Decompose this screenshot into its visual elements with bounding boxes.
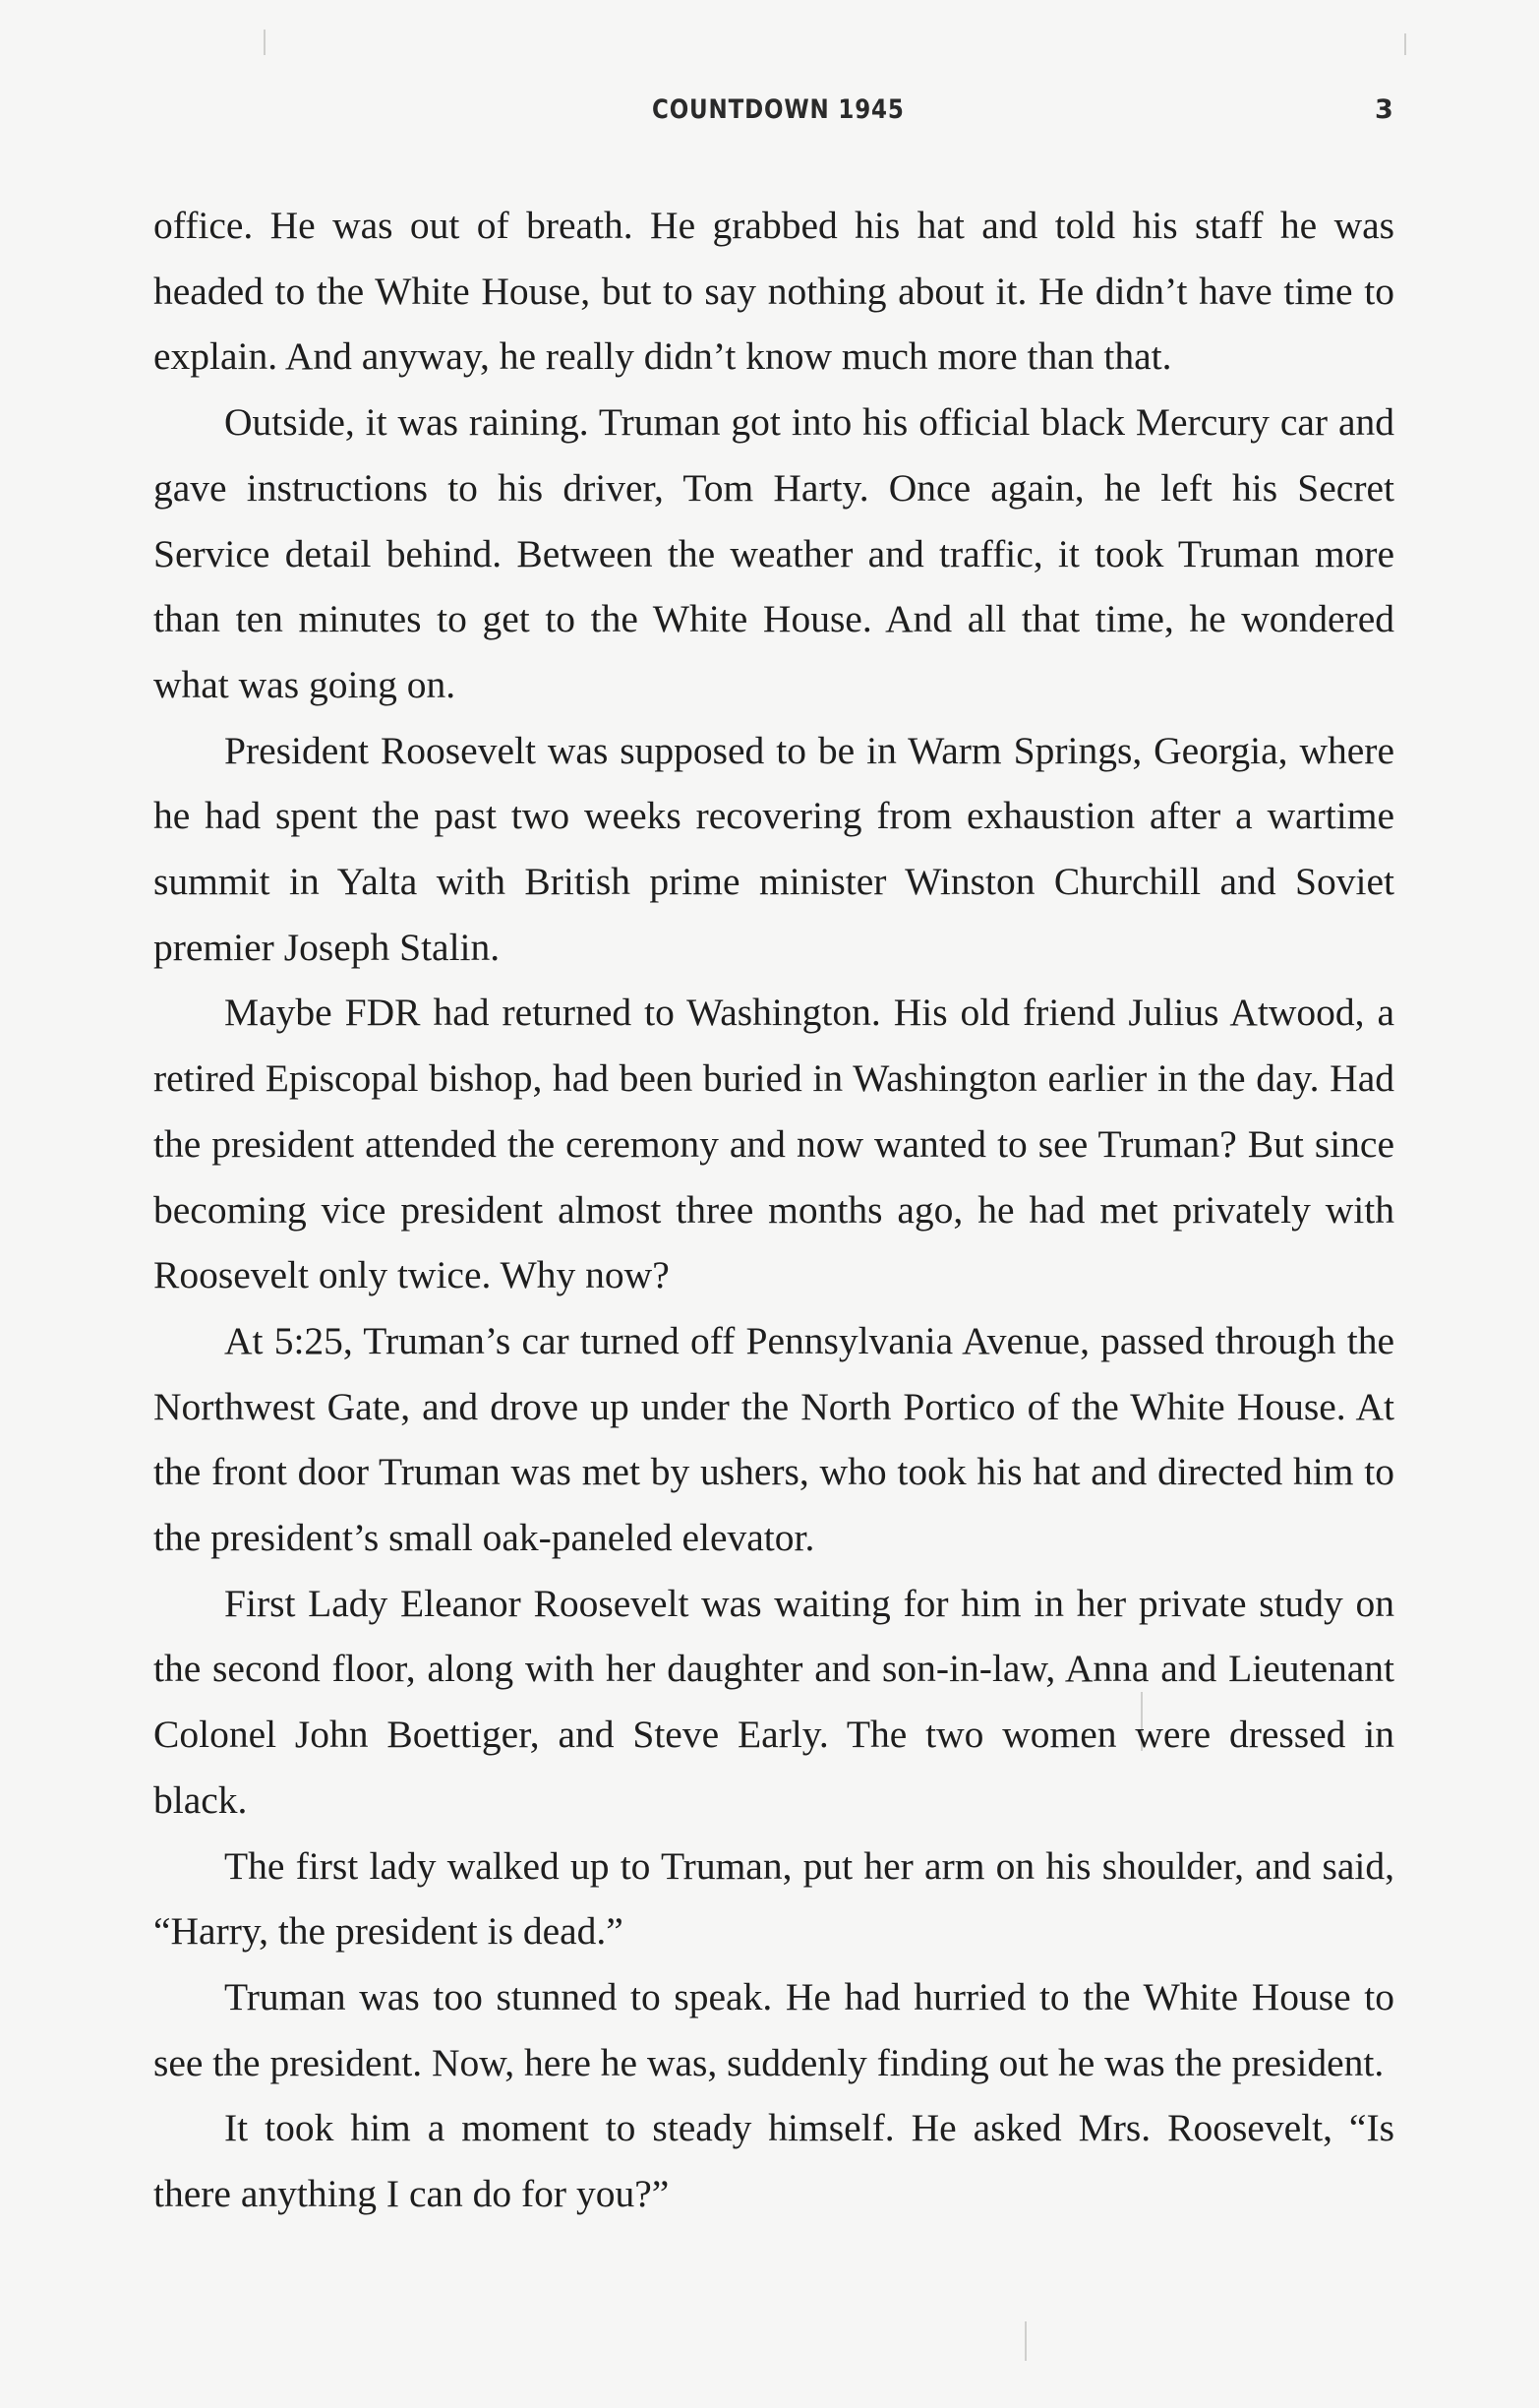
running-head — [0, 94, 1539, 134]
paper-speck — [1404, 33, 1406, 55]
paragraph: It took him a moment to steady himself. He asked Mrs. Roosevelt, “Is there anything I can do for you?” — [153, 2106, 1394, 2216]
paper-speck — [1025, 2321, 1027, 2361]
book-title: COUNTDOWN 1945 — [652, 94, 905, 125]
paragraph: Outside, it was raining. Truman got into his official black Mercury car and gave instructions to his driver, Tom Harty. Once again, he left his Secret Service detail behind. Between the weather and traffic, it took Truman more than ten minutes to get to the White House. And all that time, he wondered what was going on. — [153, 400, 1394, 706]
paragraph: At 5:25, Truman’s car turned off Pennsylvania Avenue, passed through the Northwest Gate, and drove up under the North Portico of the White House. At the front door Truman was met by ushers, who took his hat and directed him to the president’s small oak-paneled elevator. — [153, 1318, 1394, 1560]
body-text — [153, 193, 1394, 2227]
paper-speck — [264, 30, 266, 55]
paragraph: President Roosevelt was supposed to be in Warm Springs, Georgia, where he had spent the past two weeks recovering from exhaustion after a wartime summit in Yalta with British prime minister Winston Churchill and Soviet premier Joseph Stalin. — [153, 728, 1394, 969]
page-number: 3 — [1375, 94, 1393, 125]
paragraph: Maybe FDR had returned to Washington. His old friend Julius Atwood, a retired Episcopal bishop, had been buried in Washington earlier in the day. Had the president attended the ceremony and now wanted to see Truman? But since becoming vice president almost three months ago, he had met privately with Roosevelt only twice. Why now? — [153, 991, 1394, 1297]
paragraph: The first lady walked up to Truman, put her arm on his shoulder, and said, “Harry, the president is dead.” — [153, 1843, 1394, 1954]
paragraph: First Lady Eleanor Roosevelt was waiting for him in her private study on the second floor, along with her daughter and son-in-law, Anna and Lieutenant Colonel John Boettiger, and Steve Early. The two women were dressed in black. — [153, 1581, 1394, 1822]
paragraph: office. He was out of breath. He grabbed his hat and told his staff he was headed to the White House, but to say nothing about it. He didn’t have time to explain. And anyway, he really didn’t know much more than that. — [153, 204, 1394, 379]
paragraph: Truman was too stunned to speak. He had hurried to the White House to see the president. Now, here he was, suddenly finding out he was the president. — [153, 1974, 1394, 2084]
